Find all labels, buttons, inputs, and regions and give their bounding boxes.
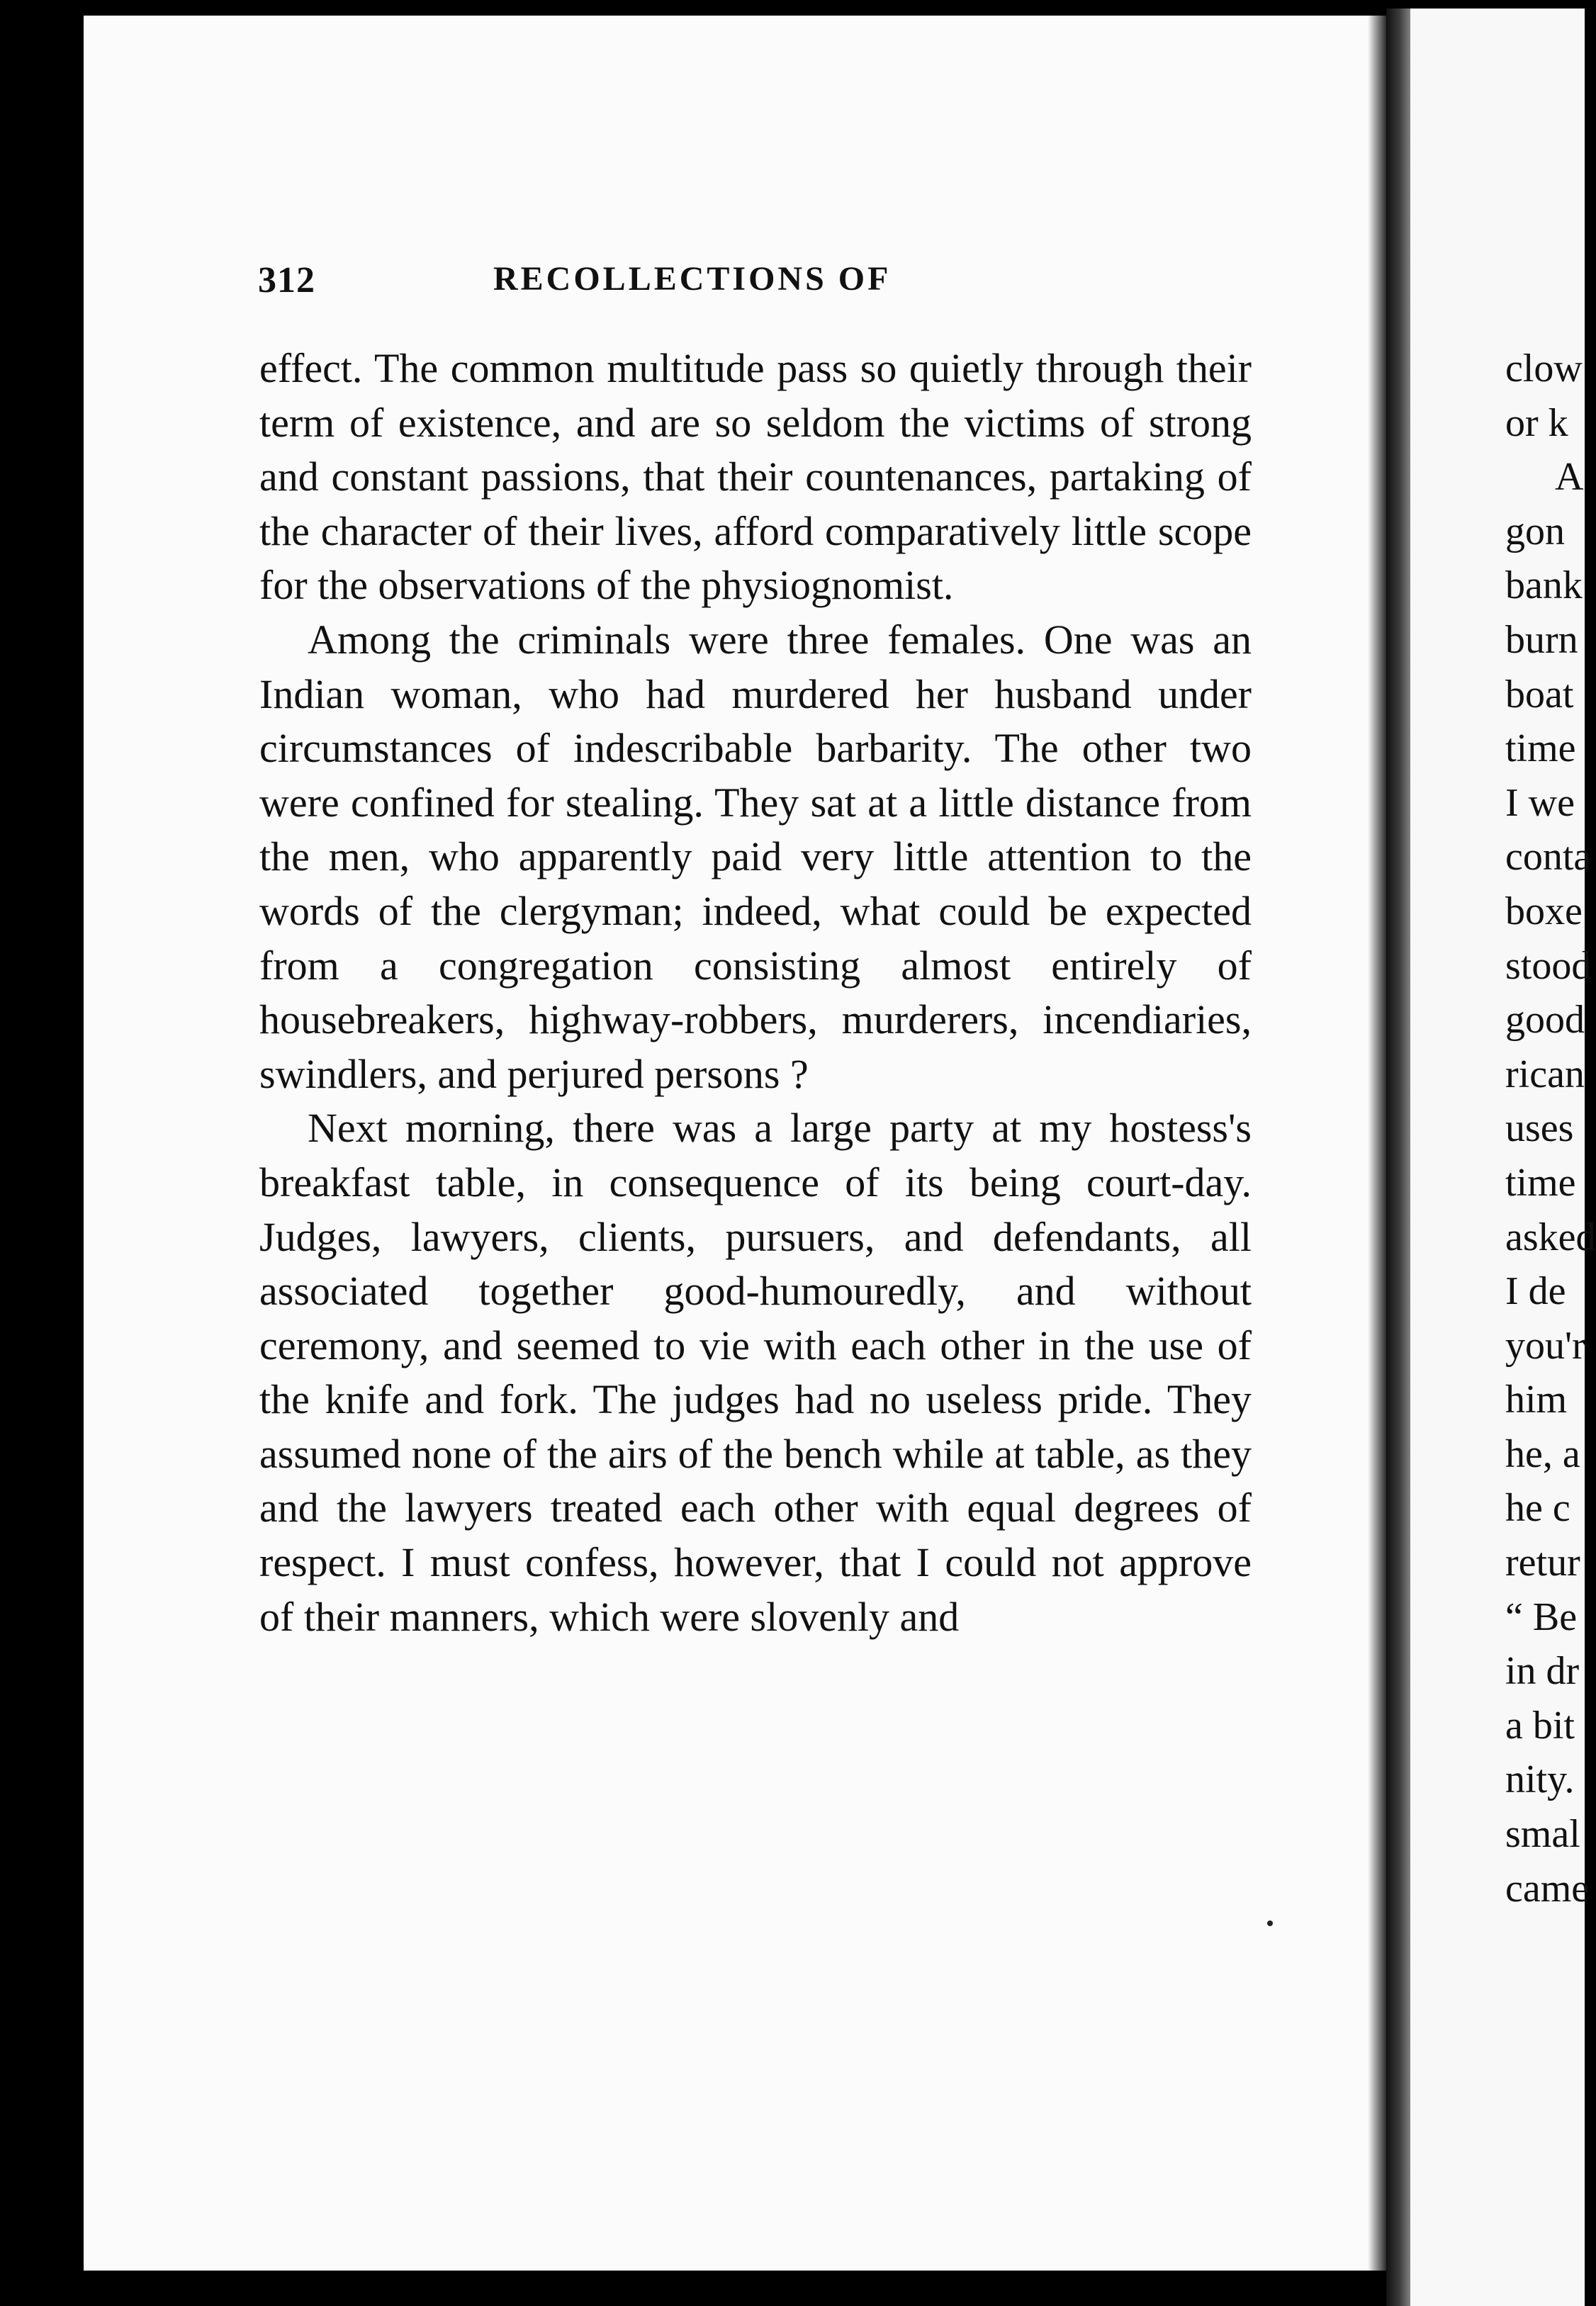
paragraph: Among the criminals were three females. One was an Indian woman, who had murdered her husband under circumstances of indescribable barbarity. The other two were confined for stealing. They sat at a little distance from the men, who apparently paid very little attention to the words of the clergyman; indeed, what could be expected from a congregation consisting almost entirely of housebreakers, highway-robbers, murderers, incendiaries, swindlers, and perjured persons ? xyxy=(259,616,1252,1097)
facing-line: time xyxy=(1505,1160,1576,1205)
facing-line: or k xyxy=(1505,400,1568,445)
facing-line: him xyxy=(1505,1378,1568,1422)
facing-line: a bit xyxy=(1505,1703,1575,1748)
page-number: 312 xyxy=(258,260,315,300)
facing-line: asked xyxy=(1505,1215,1596,1259)
facing-line: I de xyxy=(1505,1269,1566,1314)
paragraph: Next morning, there was a large party at my hostess's breakfast table, in consequence of its being court-day. Judges, lawyers, clients, pursuers, and defendants, all associated together good-humouredly, and without ceremony, and seemed to vie with each other in the use of the knife and fork. The judges had no useless pride. They assumed none of the airs of the bench while at table, as they and the lawyers treated each other with equal degrees of respect. I must confess, however, that I could not approve of their manners, which were slovenly and xyxy=(259,1105,1252,1640)
facing-line: in dr xyxy=(1505,1649,1580,1694)
facing-line: smal xyxy=(1505,1812,1580,1857)
facing-line: stood xyxy=(1505,943,1592,988)
facing-line: “ Be xyxy=(1505,1594,1578,1639)
facing-line: nity. xyxy=(1505,1757,1575,1802)
facing-line: I we xyxy=(1505,780,1575,825)
body-text xyxy=(259,342,1252,1644)
facing-line: boxe xyxy=(1505,889,1583,933)
running-title: RECOLLECTIONS OF xyxy=(493,260,892,298)
facing-line: bank xyxy=(1505,563,1583,608)
ink-speck xyxy=(1267,1920,1273,1926)
facing-page-text xyxy=(1505,342,1596,1916)
facing-line: burn xyxy=(1505,617,1578,662)
facing-line: he c xyxy=(1505,1486,1570,1531)
running-head xyxy=(258,259,1300,323)
facing-line: he, a xyxy=(1505,1432,1580,1476)
facing-line: retur xyxy=(1505,1541,1580,1585)
facing-line: rican xyxy=(1505,1052,1585,1096)
facing-line: uses xyxy=(1505,1106,1574,1151)
facing-line: boat xyxy=(1505,672,1574,716)
facing-line: clow xyxy=(1505,347,1583,390)
page-gutter xyxy=(1368,16,1386,2271)
paragraph-continued: effect. The common multitude pass so quietly through their term of existence, and are so seldom the victims of strong and constant passions, that their countenances, partaking of the character of their lives, afford comparatively little scope for the observations of the physiognomist. xyxy=(259,345,1252,609)
facing-line: time xyxy=(1505,726,1576,771)
facing-line: you'r xyxy=(1505,1323,1585,1368)
binding-shadow xyxy=(1386,9,1412,2306)
facing-line: gon xyxy=(1505,509,1565,553)
facing-line: A xyxy=(1555,455,1584,500)
facing-line: good xyxy=(1505,998,1585,1042)
facing-line: came xyxy=(1505,1866,1590,1911)
facing-line: conta xyxy=(1505,835,1592,879)
